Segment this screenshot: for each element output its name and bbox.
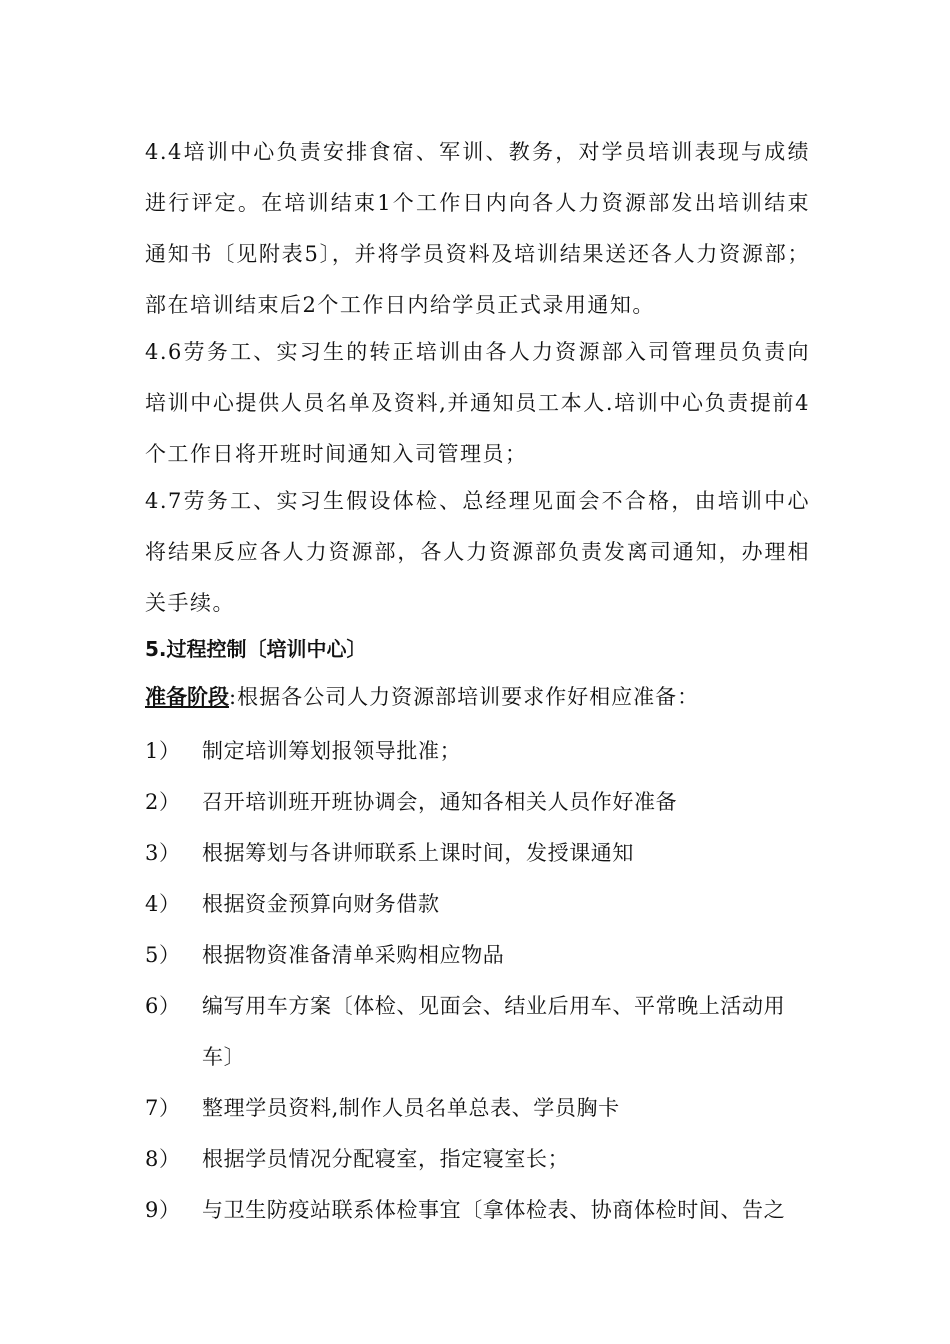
list-number: 9） <box>145 1198 181 1222</box>
list-text: 编写用车方案〔体检、见面会、结业后用车、平常晚上活动用车〕 <box>202 994 786 1069</box>
list-number: 6） <box>145 994 181 1018</box>
list-number: 3） <box>145 841 181 865</box>
list-item <box>145 1083 810 1134</box>
list-item <box>145 828 810 879</box>
list-number: 2） <box>145 790 181 814</box>
paragraph-4-4: 4.4培训中心负责安排食宿、军训、教务，对学员培训表现与成绩进行评定。在培训结束1个工作日内向各人力资源部发出培训结束通知书〔见附表5〕，并将学员资料及培训结果送还各人力资源部；部在培训结束后2个工作日内给学员正式录用通知。 <box>145 140 810 317</box>
section-heading: 5.过程控制〔培训中心〕 <box>145 637 367 661</box>
prep-stage-text: :根据各公司人力资源部培训要求作好相应准备： <box>229 685 700 709</box>
paragraph-4-7: 4.7劳务工、实习生假设体检、总经理见面会不合格，由培训中心将结果反应各人力资源部，各人力资源部负责发离司通知，办理相关手续。 <box>145 489 810 615</box>
list-text: 根据学员情况分配寝室，指定寝室长； <box>202 1147 570 1171</box>
list-text: 整理学员资料,制作人员名单总表、学员胸卡 <box>202 1096 620 1120</box>
list-text: 根据资金预算向财务借款 <box>202 892 440 916</box>
list-text: 根据物资准备清单采购相应物品 <box>202 943 505 967</box>
prep-task-list <box>145 726 810 1236</box>
list-text: 制定培训筹划报领导批准； <box>202 739 462 763</box>
list-text: 召开培训班开班协调会，通知各相关人员作好准备 <box>202 790 678 814</box>
list-item <box>145 777 810 828</box>
list-text: 根据筹划与各讲师联系上课时间，发授课通知 <box>202 841 634 865</box>
list-text: 与卫生防疫站联系体检事宜〔拿体检表、协商体检时间、告之 <box>202 1198 786 1222</box>
list-item <box>145 726 810 777</box>
prep-stage-label: 准备阶段 <box>145 685 229 709</box>
list-item <box>145 879 810 930</box>
paragraph-4-6: 4.6劳务工、实习生的转正培训由各人力资源部入司管理员负责向培训中心提供人员名单及资料,并通知员工本人.培训中心负责提前4个工作日将开班时间通知入司管理员； <box>145 340 810 466</box>
list-number: 4） <box>145 892 181 916</box>
list-item <box>145 981 810 1083</box>
list-item <box>145 930 810 981</box>
list-number: 8） <box>145 1147 181 1171</box>
list-number: 5） <box>145 943 181 967</box>
list-item <box>145 1134 810 1185</box>
list-number: 1） <box>145 739 181 763</box>
prep-stage-line <box>145 674 810 720</box>
list-number: 7） <box>145 1096 181 1120</box>
list-item <box>145 1185 810 1236</box>
